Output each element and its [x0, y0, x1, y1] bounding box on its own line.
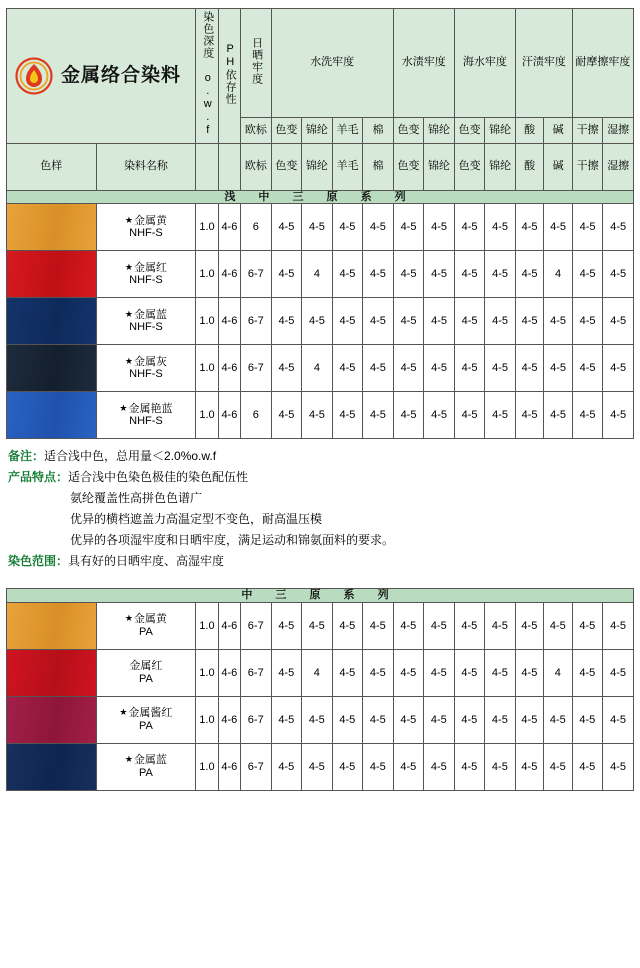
dye-name-line2: PA — [138, 766, 153, 779]
fastness-value-cell: 4-5 — [603, 649, 634, 696]
note-feature-line-1: 氨纶覆盖性高拼色色谱广 — [70, 491, 203, 506]
color-swatch — [7, 251, 96, 297]
fastness-value-cell: 4-5 — [544, 298, 572, 345]
fastness-value-cell: 4-5 — [363, 251, 394, 298]
fastness-value-cell: 4-5 — [454, 743, 485, 790]
note-feature-line-0: 适合浅中色染色极佳的染色配伍性 — [68, 470, 249, 485]
fastness-value-cell: 4-5 — [485, 649, 516, 696]
dye-name-line2: NHF-S — [129, 415, 163, 428]
fastness-value-cell: 4-5 — [485, 298, 516, 345]
fastness-value-cell: 4-5 — [485, 696, 516, 743]
fastness-value-cell: 6-7 — [241, 696, 272, 743]
star-icon: ★ — [124, 214, 133, 225]
brand-title: 金属络合染料 — [61, 64, 182, 86]
fastness-value-cell: 6-7 — [241, 743, 272, 790]
fastness-value-cell: 4 — [302, 345, 333, 392]
note-range-text: 具有好的日晒牢度、高湿牢度 — [68, 554, 225, 569]
fastness-value-cell: 1.0 — [196, 345, 218, 392]
fastness-value-cell: 4-5 — [603, 251, 634, 298]
header-wash-nylon-2: 锦纶 — [302, 143, 333, 190]
color-swatch-cell — [7, 602, 97, 649]
table-header-row-groups — [7, 9, 634, 118]
color-swatch — [7, 392, 96, 438]
fastness-value-cell: 4-5 — [603, 696, 634, 743]
color-swatch — [7, 697, 96, 743]
fastness-value-cell: 4-5 — [572, 696, 603, 743]
dye-name-cell — [96, 204, 196, 251]
fastness-value-cell: 1.0 — [196, 251, 218, 298]
dye-name-cell — [96, 649, 196, 696]
table-row — [7, 649, 634, 696]
fastness-value-cell: 4-5 — [544, 392, 572, 439]
header-ph-spacer — [218, 143, 240, 190]
section-2-body — [7, 589, 634, 791]
fastness-value-cell: 6 — [241, 392, 272, 439]
fastness-value-cell: 4-5 — [454, 298, 485, 345]
table-row — [7, 298, 634, 345]
dye-name-line1: ★金属灰 — [124, 355, 167, 368]
fastness-value-cell: 4-6 — [218, 345, 240, 392]
fastness-value-cell: 4-5 — [515, 392, 543, 439]
fastness-value-cell: 1.0 — [196, 204, 218, 251]
dye-name-line1: ★金属艳蓝 — [119, 402, 173, 415]
header-wash-color-2: 色变 — [271, 143, 302, 190]
table-row — [7, 392, 634, 439]
table-row — [7, 204, 634, 251]
fastness-value-cell: 6-7 — [241, 345, 272, 392]
fastness-value-cell: 4-5 — [515, 649, 543, 696]
fastness-value-cell: 4-6 — [218, 602, 240, 649]
fastness-value-cell: 4-5 — [332, 204, 363, 251]
fastness-value-cell: 4-5 — [544, 345, 572, 392]
series-band-row — [7, 190, 634, 204]
star-icon: ★ — [124, 754, 133, 765]
dye-name-line1: ★金属酱红 — [119, 707, 173, 720]
fastness-value-cell: 4-5 — [572, 345, 603, 392]
table-row — [7, 251, 634, 298]
fastness-value-cell: 4-5 — [454, 696, 485, 743]
fastness-value-cell: 4-5 — [485, 392, 516, 439]
section-gap — [0, 572, 640, 580]
color-swatch — [7, 298, 96, 344]
header-water-group: 水渍牢度 — [393, 9, 454, 118]
fastness-value-cell: 4-5 — [515, 298, 543, 345]
header-sea-color-2: 色变 — [454, 143, 485, 190]
series-band-title: 中 三 原 系 列 — [7, 589, 634, 603]
header-sea-color: 色变 — [454, 117, 485, 143]
dye-name-line2: PA — [138, 625, 153, 638]
star-icon: ★ — [119, 707, 128, 718]
fastness-value-cell: 4-5 — [332, 392, 363, 439]
color-swatch — [7, 603, 96, 649]
header-rub-dry: 干擦 — [572, 117, 603, 143]
header-wash-nylon: 锦纶 — [302, 117, 333, 143]
header-water-color-2: 色变 — [393, 143, 424, 190]
header-sea-nylon-2: 锦纶 — [485, 143, 516, 190]
header-wash-group: 水洗牢度 — [271, 9, 393, 118]
fastness-value-cell: 4-5 — [332, 298, 363, 345]
fastness-value-cell: 1.0 — [196, 602, 218, 649]
fastness-value-cell: 4-5 — [424, 204, 455, 251]
dye-name-line2: PA — [138, 672, 153, 685]
dye-name-cell — [96, 298, 196, 345]
note-feature-first — [8, 467, 632, 488]
fastness-value-cell: 4-5 — [363, 204, 394, 251]
fastness-value-cell: 4-5 — [454, 204, 485, 251]
star-icon: ★ — [124, 613, 133, 624]
fastness-value-cell: 4-5 — [332, 743, 363, 790]
fastness-value-cell: 4-5 — [424, 696, 455, 743]
fastness-value-cell: 4-5 — [363, 743, 394, 790]
fastness-value-cell: 4-5 — [363, 298, 394, 345]
fastness-value-cell: 4-5 — [485, 251, 516, 298]
color-swatch-cell — [7, 345, 97, 392]
fastness-value-cell: 4-5 — [393, 649, 424, 696]
fastness-value-cell: 4-6 — [218, 743, 240, 790]
note-remark-text: 适合浅中色，总用量＜2.0%o.w.f — [44, 449, 217, 464]
header-water-nylon: 锦纶 — [424, 117, 455, 143]
header-dye-name: 染料名称 — [96, 143, 196, 190]
star-icon: ★ — [124, 308, 133, 319]
color-swatch-cell — [7, 392, 97, 439]
fastness-value-cell: 4 — [302, 649, 333, 696]
dye-name-line2: NHF-S — [129, 321, 163, 334]
fastness-value-cell: 6-7 — [241, 649, 272, 696]
dye-name-line1: ★金属黄 — [124, 214, 167, 227]
star-icon: ★ — [124, 355, 133, 366]
note-remark — [8, 446, 632, 467]
fastness-value-cell: 4-5 — [515, 345, 543, 392]
fastness-value-cell: 4-5 — [363, 392, 394, 439]
fastness-value-cell: 4-5 — [302, 696, 333, 743]
fastness-value-cell: 4-5 — [332, 602, 363, 649]
fastness-value-cell: 4-5 — [271, 743, 302, 790]
header-rub-group: 耐摩擦牢度 — [572, 9, 633, 118]
fastness-value-cell: 4-5 — [485, 345, 516, 392]
series-band-title: 浅 中 三 原 系 列 — [7, 190, 634, 204]
header-persp-alkali-2: 碱 — [544, 143, 572, 190]
fastness-value-cell: 4-5 — [332, 649, 363, 696]
fastness-value-cell: 4-5 — [454, 251, 485, 298]
header-water-color: 色变 — [393, 117, 424, 143]
fastness-value-cell: 6-7 — [241, 251, 272, 298]
fastness-value-cell: 4-5 — [515, 696, 543, 743]
header-light-eu: 欧标 — [241, 117, 272, 143]
fastness-value-cell: 4-5 — [393, 251, 424, 298]
color-swatch-cell — [7, 743, 97, 790]
fastness-value-cell: 4-5 — [603, 298, 634, 345]
fastness-value-cell: 4-5 — [393, 602, 424, 649]
fastness-value-cell: 1.0 — [196, 649, 218, 696]
fastness-value-cell: 4-6 — [218, 251, 240, 298]
header-water-nylon-2: 锦纶 — [424, 143, 455, 190]
flame-logo-icon — [15, 57, 53, 95]
fastness-value-cell: 4-5 — [603, 602, 634, 649]
header-depth-spacer — [196, 143, 218, 190]
fastness-value-cell: 4-5 — [572, 298, 603, 345]
dye-name-line1: ★金属蓝 — [124, 754, 167, 767]
fastness-value-cell: 4 — [302, 251, 333, 298]
fastness-value-cell: 4-5 — [363, 345, 394, 392]
fastness-value-cell: 4-5 — [572, 743, 603, 790]
fastness-value-cell: 4-5 — [424, 743, 455, 790]
dye-name-cell — [96, 392, 196, 439]
table-row — [7, 696, 634, 743]
fastness-value-cell: 4-5 — [393, 743, 424, 790]
fastness-value-cell: 4-5 — [271, 696, 302, 743]
dye-name-line1: ★金属蓝 — [124, 308, 167, 321]
note-feature-label: 产品特点： — [8, 470, 69, 485]
header-wash-cotton-2: 棉 — [363, 143, 394, 190]
fastness-value-cell: 4-5 — [332, 345, 363, 392]
fastness-value-cell: 4-5 — [603, 204, 634, 251]
brand-cell — [7, 9, 196, 144]
fastness-value-cell: 4-5 — [271, 392, 302, 439]
fastness-value-cell: 4-5 — [363, 696, 394, 743]
table-row — [7, 743, 634, 790]
fastness-value-cell: 4-5 — [393, 392, 424, 439]
note-feature-line-1-row — [8, 488, 632, 509]
color-swatch — [7, 204, 96, 250]
notes-block — [8, 446, 632, 572]
fastness-value-cell: 4-5 — [572, 204, 603, 251]
color-swatch-cell — [7, 204, 97, 251]
fastness-value-cell: 4-5 — [393, 298, 424, 345]
dye-name-line1: ★金属红 — [124, 261, 167, 274]
fastness-value-cell: 4-5 — [424, 298, 455, 345]
color-swatch — [7, 744, 96, 790]
header-rub-wet-2: 湿擦 — [603, 143, 634, 190]
note-feature-line-2: 优异的横档遮盖力高温定型不变色，耐高温压模 — [70, 512, 323, 527]
fastness-value-cell: 4-6 — [218, 649, 240, 696]
fastness-value-cell: 1.0 — [196, 298, 218, 345]
header-perspiration-group: 汗渍牢度 — [515, 9, 572, 118]
fastness-value-cell: 4-5 — [544, 743, 572, 790]
header-wash-cotton: 棉 — [363, 117, 394, 143]
fastness-value-cell: 1.0 — [196, 743, 218, 790]
fastness-value-cell: 4-6 — [218, 204, 240, 251]
header-sea-nylon: 锦纶 — [485, 117, 516, 143]
dye-name-line2: NHF-S — [129, 274, 163, 287]
dye-name-line2: NHF-S — [129, 368, 163, 381]
dye-name-cell — [96, 251, 196, 298]
header-rub-dry-2: 干擦 — [572, 143, 603, 190]
header-persp-acid-2: 酸 — [515, 143, 543, 190]
fastness-value-cell: 4-6 — [218, 298, 240, 345]
dye-fastness-table-2 — [6, 588, 634, 791]
header-light-eu-2: 欧标 — [241, 143, 272, 190]
note-feature-line-3-row — [8, 530, 632, 551]
color-swatch — [7, 345, 96, 391]
header-depth: 染色深度 o.w.f — [196, 9, 218, 144]
color-swatch-cell — [7, 251, 97, 298]
dye-name-cell — [96, 743, 196, 790]
note-range — [8, 551, 632, 572]
fastness-value-cell: 4 — [544, 251, 572, 298]
fastness-value-cell: 4-5 — [544, 204, 572, 251]
dye-name-cell — [96, 696, 196, 743]
fastness-value-cell: 4-6 — [218, 392, 240, 439]
fastness-value-cell: 4-5 — [271, 251, 302, 298]
star-icon: ★ — [124, 261, 133, 272]
fastness-value-cell: 4-5 — [302, 602, 333, 649]
fastness-value-cell: 4-5 — [515, 602, 543, 649]
fastness-value-cell: 4-5 — [454, 392, 485, 439]
fastness-value-cell: 4-5 — [302, 298, 333, 345]
table-row — [7, 602, 634, 649]
dye-name-line1: ★金属黄 — [124, 613, 167, 626]
fastness-value-cell: 4-5 — [271, 345, 302, 392]
fastness-value-cell: 4-5 — [271, 649, 302, 696]
page-root — [0, 8, 640, 968]
fastness-value-cell: 4-5 — [485, 204, 516, 251]
series-band-row — [7, 589, 634, 603]
fastness-value-cell: 4-5 — [572, 392, 603, 439]
fastness-value-cell: 4-5 — [603, 345, 634, 392]
fastness-value-cell: 1.0 — [196, 696, 218, 743]
fastness-value-cell: 4-5 — [454, 345, 485, 392]
fastness-value-cell: 4-5 — [424, 649, 455, 696]
fastness-value-cell: 4-5 — [393, 345, 424, 392]
fastness-value-cell: 4-5 — [572, 251, 603, 298]
fastness-value-cell: 4-5 — [603, 743, 634, 790]
color-swatch-cell — [7, 649, 97, 696]
section-1-body — [7, 190, 634, 439]
note-feature-line-3: 优异的各项湿牢度和日晒牢度，满足运动和锦氨面料的要求。 — [70, 533, 395, 548]
fastness-value-cell: 4-5 — [544, 696, 572, 743]
header-wash-color: 色变 — [271, 117, 302, 143]
fastness-value-cell: 4-5 — [302, 204, 333, 251]
fastness-value-cell: 4-5 — [332, 251, 363, 298]
fastness-value-cell: 4-5 — [515, 251, 543, 298]
color-swatch-cell — [7, 696, 97, 743]
fastness-value-cell: 4-5 — [515, 743, 543, 790]
fastness-value-cell: 4-5 — [271, 602, 302, 649]
fastness-value-cell: 4-5 — [271, 204, 302, 251]
header-wash-wool: 羊毛 — [332, 117, 363, 143]
fastness-value-cell: 4-5 — [572, 602, 603, 649]
fastness-value-cell: 6 — [241, 204, 272, 251]
dye-name-line2: NHF-S — [129, 227, 163, 240]
color-swatch — [7, 650, 96, 696]
note-remark-label: 备注： — [8, 449, 45, 464]
fastness-value-cell: 4-5 — [485, 743, 516, 790]
fastness-value-cell: 4-5 — [302, 743, 333, 790]
fastness-value-cell: 4-5 — [363, 602, 394, 649]
fastness-value-cell: 4-5 — [603, 392, 634, 439]
fastness-value-cell: 4-5 — [485, 602, 516, 649]
fastness-value-cell: 6-7 — [241, 298, 272, 345]
fastness-value-cell: 4-5 — [363, 649, 394, 696]
fastness-value-cell: 4-6 — [218, 696, 240, 743]
note-range-label: 染色范围： — [8, 554, 69, 569]
fastness-value-cell: 4-5 — [424, 251, 455, 298]
fastness-value-cell: 4-5 — [271, 298, 302, 345]
table-row — [7, 345, 634, 392]
fastness-value-cell: 4-5 — [302, 392, 333, 439]
header-seawater-group: 海水牢度 — [454, 9, 515, 118]
fastness-value-cell: 4-5 — [424, 392, 455, 439]
star-icon: ★ — [119, 402, 128, 413]
dye-name-line1: 金属红 — [129, 660, 163, 673]
dye-name-cell — [96, 345, 196, 392]
header-wash-wool-2: 羊毛 — [332, 143, 363, 190]
fastness-value-cell: 4-5 — [424, 602, 455, 649]
fastness-value-cell: 4-5 — [424, 345, 455, 392]
fastness-value-cell: 4-5 — [544, 602, 572, 649]
fastness-value-cell: 4-5 — [454, 649, 485, 696]
fastness-value-cell: 4 — [544, 649, 572, 696]
fastness-value-cell: 1.0 — [196, 392, 218, 439]
fastness-value-cell: 6-7 — [241, 602, 272, 649]
dye-name-line2: PA — [138, 719, 153, 732]
header-sample: 色样 — [7, 143, 97, 190]
header-ph: PH依存性 — [218, 9, 240, 144]
table-header-row-names — [7, 143, 634, 190]
header-rub-wet: 湿擦 — [603, 117, 634, 143]
fastness-value-cell: 4-5 — [393, 204, 424, 251]
note-feature-line-2-row — [8, 509, 632, 530]
fastness-value-cell: 4-5 — [332, 696, 363, 743]
dye-fastness-table-1 — [6, 8, 634, 439]
fastness-value-cell: 4-5 — [515, 204, 543, 251]
dye-name-cell — [96, 602, 196, 649]
color-swatch-cell — [7, 298, 97, 345]
header-persp-acid: 酸 — [515, 117, 543, 143]
header-light-group: 日晒牢度 — [241, 9, 272, 118]
fastness-value-cell: 4-5 — [454, 602, 485, 649]
fastness-value-cell: 4-5 — [572, 649, 603, 696]
header-persp-alkali: 碱 — [544, 117, 572, 143]
fastness-value-cell: 4-5 — [393, 696, 424, 743]
